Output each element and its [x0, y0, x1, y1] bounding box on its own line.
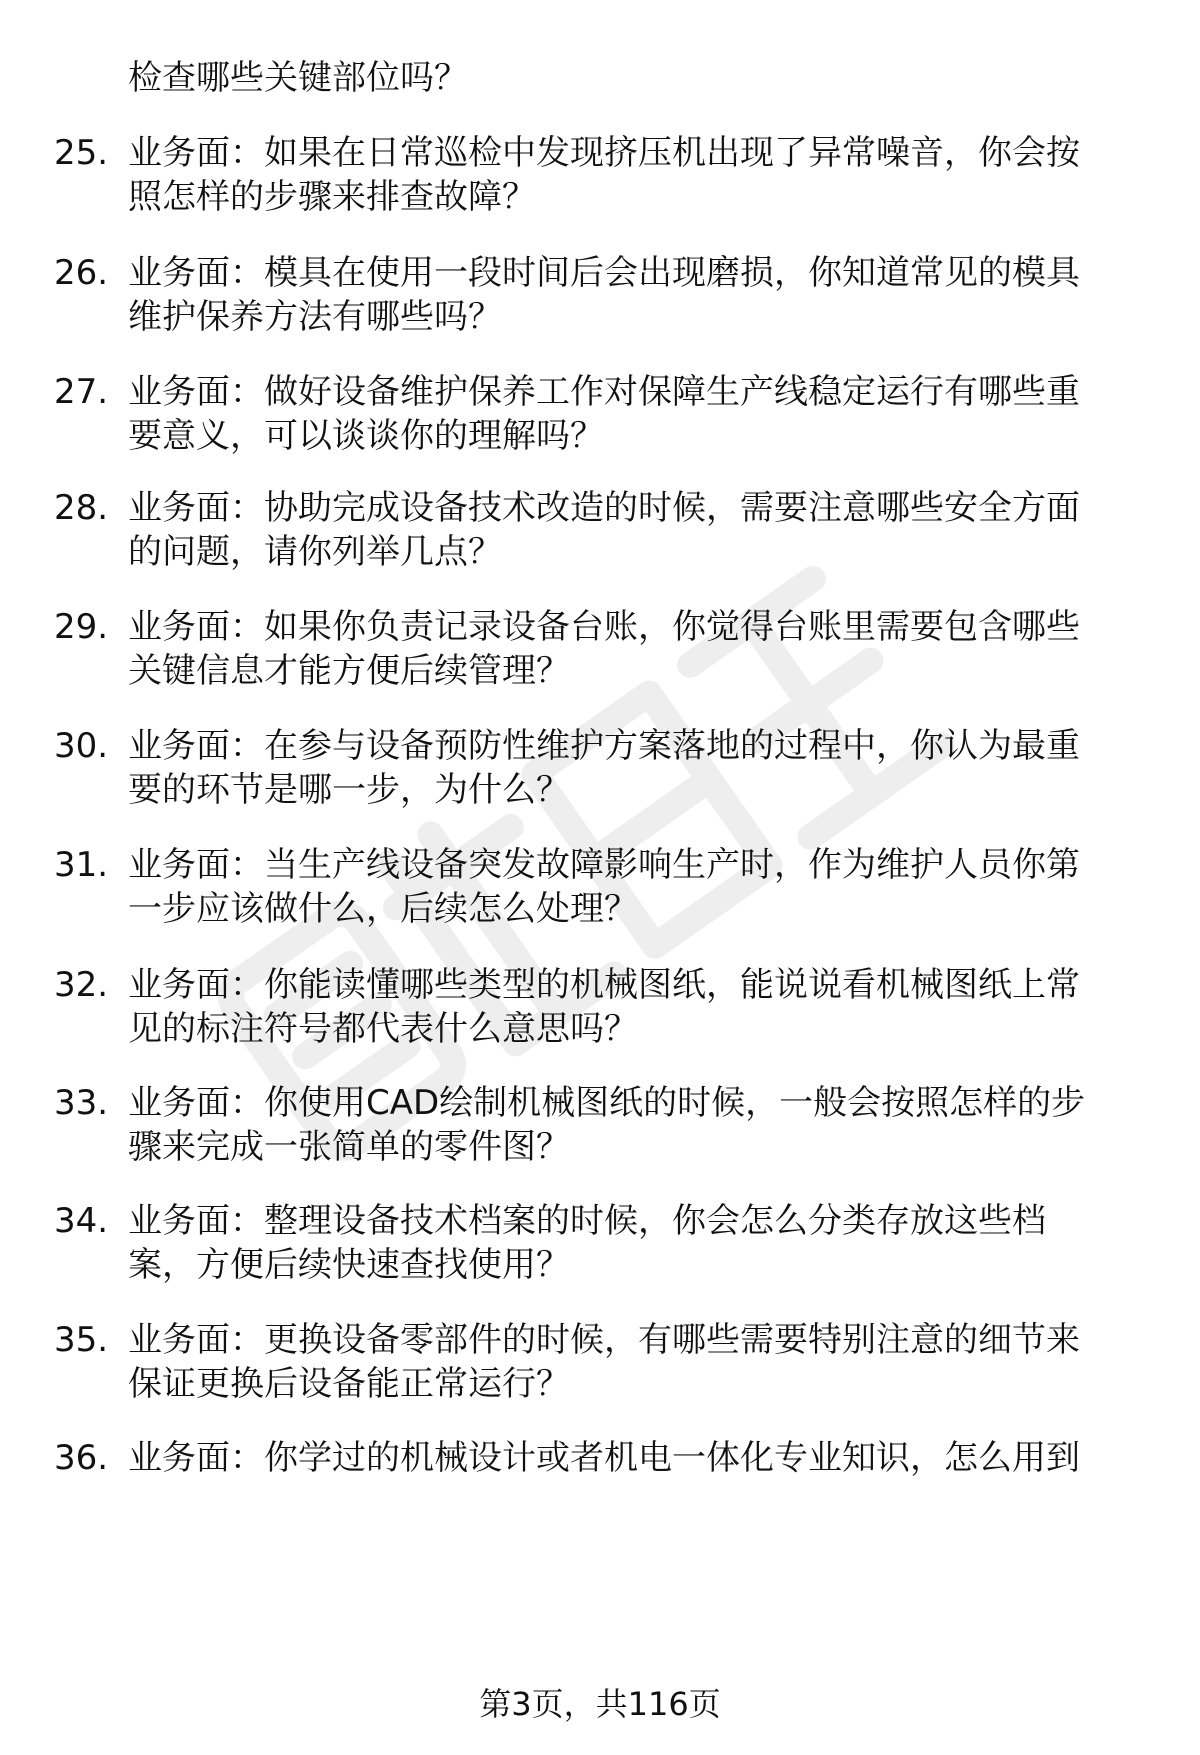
question-number: 29.	[54, 607, 109, 647]
question-line: 业务面：做好设备维护保养工作对保障生产线稳定运行有哪些重	[128, 372, 1080, 412]
question-line: 业务面：如果你负责记录设备台账，你觉得台账里需要包含哪些	[128, 607, 1080, 647]
question-line: 业务面：整理设备技术档案的时候，你会怎么分类存放这些档	[128, 1201, 1046, 1241]
question-line: 维护保养方法有哪些吗？	[128, 297, 502, 337]
question-number: 25.	[54, 133, 109, 173]
question-line: 见的标注符号都代表什么意思吗？	[128, 1009, 638, 1049]
question-line: 关键信息才能方便后续管理？	[128, 651, 570, 691]
question-number: 26.	[54, 253, 109, 293]
question-number: 30.	[54, 726, 109, 766]
question-line: 的问题，请你列举几点？	[128, 532, 502, 572]
question-number: 32.	[54, 965, 109, 1005]
question-line: 业务面：在参与设备预防性维护方案落地的过程中，你认为最重	[128, 726, 1080, 766]
question-line: 业务面：协助完成设备技术改造的时候，需要注意哪些安全方面	[128, 488, 1080, 528]
question-line: 业务面：当生产线设备突发故障影响生产时，作为维护人员你第	[128, 845, 1080, 885]
question-line: 业务面：你能读懂哪些类型的机械图纸，能说说看机械图纸上常	[128, 965, 1080, 1005]
question-number: 36.	[54, 1438, 109, 1478]
question-line: 业务面：模具在使用一段时间后会出现磨损，你知道常见的模具	[128, 253, 1080, 293]
question-line: 骤来完成一张简单的零件图？	[128, 1127, 570, 1167]
question-number: 28.	[54, 488, 109, 528]
question-line: 保证更换后设备能正常运行？	[128, 1364, 570, 1404]
question-number: 34.	[54, 1201, 109, 1241]
question-number: 35.	[54, 1320, 109, 1360]
question-line: 案，方便后续快速查找使用？	[128, 1245, 570, 1285]
question-number: 31.	[54, 845, 109, 885]
question-line: 业务面：如果在日常巡检中发现挤压机出现了异常噪音，你会按	[128, 133, 1080, 173]
question-line: 业务面：更换设备零部件的时候，有哪些需要特别注意的细节来	[128, 1320, 1080, 1360]
question-line: 要意义，可以谈谈你的理解吗？	[128, 416, 604, 456]
question-line: 业务面：你使用CAD绘制机械图纸的时候，一般会按照怎样的步	[128, 1083, 1086, 1123]
question-line: 要的环节是哪一步，为什么？	[128, 770, 570, 810]
question-line: 照怎样的步骤来排查故障？	[128, 177, 536, 217]
question-number: 33.	[54, 1083, 109, 1123]
question-line: 一步应该做什么，后续怎么处理？	[128, 889, 638, 929]
question-continuation: 检查哪些关键部位吗？	[128, 58, 468, 98]
page-footer: 第3页，共116页	[479, 1685, 721, 1723]
question-line: 业务面：你学过的机械设计或者机电一体化专业知识，怎么用到	[128, 1438, 1080, 1478]
question-number: 27.	[54, 372, 109, 412]
